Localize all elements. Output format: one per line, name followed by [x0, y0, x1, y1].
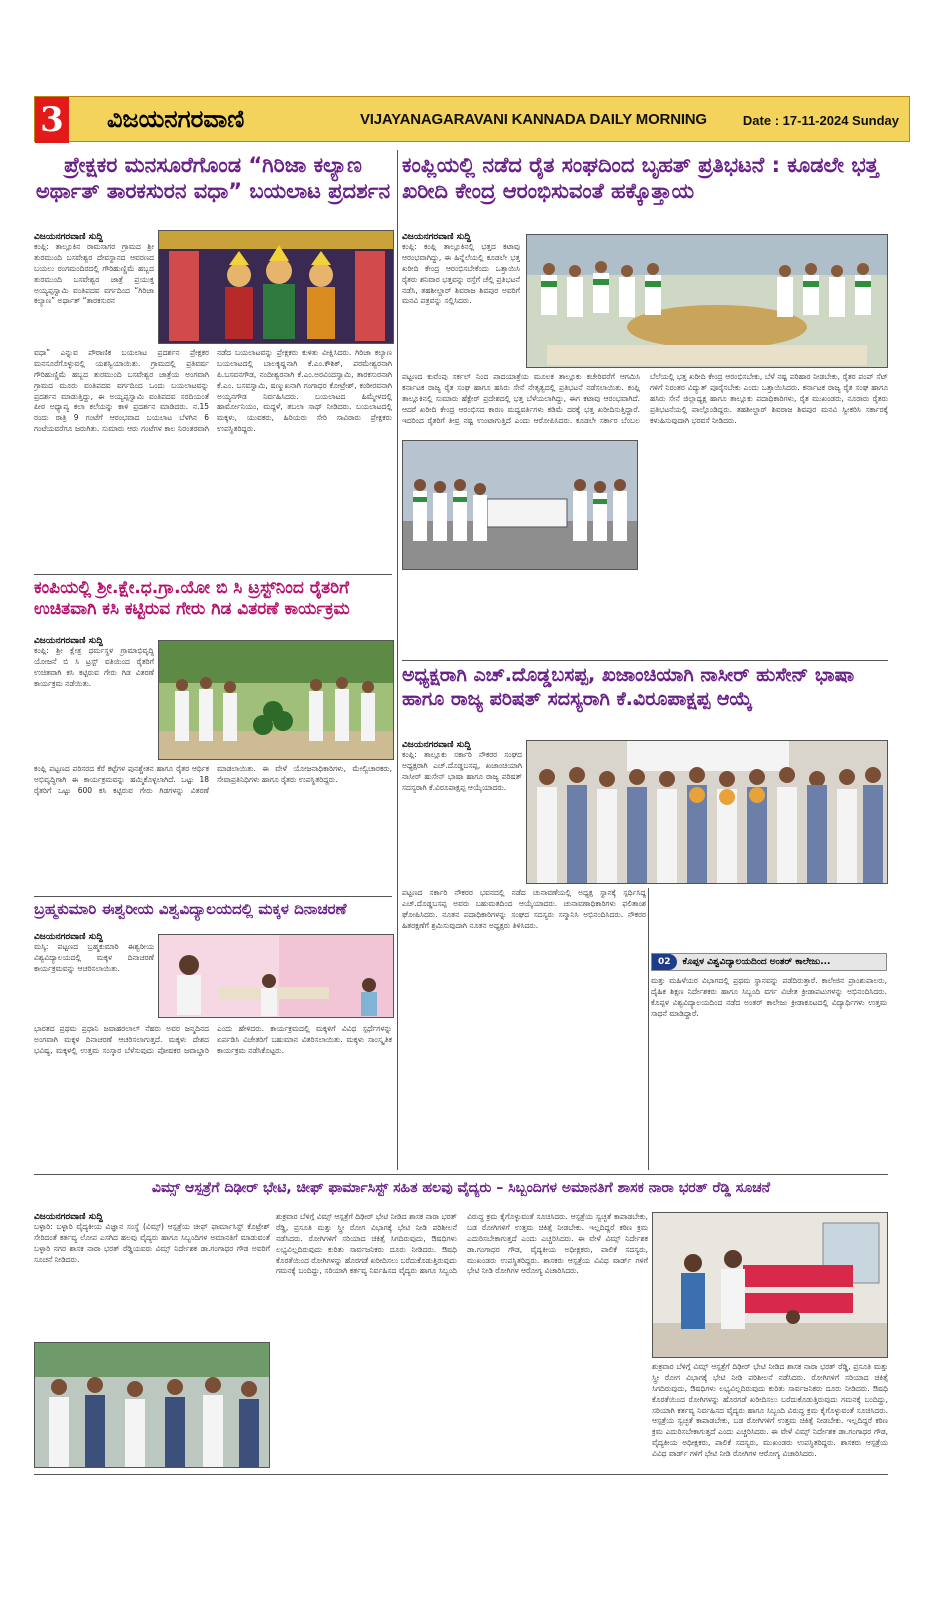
continuation-title: ಕೊಪ್ಪಳ ವಿಶ್ವವಿದ್ಯಾಲಯದಿಂದ ಅಂತರ್ ಕಾಲೇಜು... [682, 957, 831, 967]
brahmakumari-byline: ವಿಜಯನಗರವಾಣಿ ಸುದ್ದಿ [34, 932, 103, 942]
continuation-tag [651, 953, 887, 971]
farmers-article-intro [402, 232, 520, 368]
koppal-body-main: ಮತ್ತು ಮಹಿಳೆಯರ ವಿಭಾಗದಲ್ಲಿ ಪ್ರಥಮ ಸ್ಥಾನವನ್ನು ಪಡೆದಿರುತ್ತಾರೆ. ಕಾಲೇಜಿನ ಪ್ರಾಂಶುಪಾಲರು, ದೈಹಿಕ ಶಿಕ್ಷಣ ನಿರ್ದೇಶಕರು ಹಾಗೂ ಸಿಬ್ಬಂದಿ ವರ್ಗ ವಿಜೇತ ಕ್ರೀಡಾಪಟುಗಳನ್ನು ಅಭಿನಂದಿಸಿದರು. ಕೊಪ್ಪಳ ವಿಶ್ವವಿದ್ಯಾಲಯದಿಂದ ನಡೆದ ಅಂತರ್ ಕಾಲೇಜು ಕ್ರೀಡಾಕೂಟದಲ್ಲಿ ವಿದ್ಯಾರ್ಥಿಗಳು ಉತ್ತಮ ಸಾಧನೆ ಮಾಡಿದ್ದಾರೆ. [651, 976, 887, 1018]
newspaper-name-english: VIJAYANAGARAVANI KANNADA DAILY MORNING [360, 111, 707, 128]
hospital-visit-photo [34, 1342, 270, 1468]
saplings-body-main: ಕಂಪ್ಲಿ ಪಟ್ಟಣದ ಪರಿಸರದ ಕೆರೆ ಕಟ್ಟೆಗಳ ಪುನಶ್ಚೇತನ ಹಾಗೂ ರೈತರ ಆರ್ಥಿಕ ಅಭಿವೃದ್ಧಿಗಾಗಿ ಈ ಕಾರ್ಯಕ್ರಮವನ್ನು ಹಮ್ಮಿಕೊಳ್ಳಲಾಗಿದೆ. ಒಟ್ಟು 18 ರೈತರಿಗೆ ಒಟ್ಟು 600 ಕಸಿ ಕಟ್ಟಿರುವ ಗೇರು ಗಿಡಗಳನ್ನು ವಿತರಣೆ ಮಾಡಲಾಯಿತು. ಈ ವೇಳೆ ಯೋಜನಾಧಿಕಾರಿಗಳು, ಮೇಲ್ವಿಚಾರಕರು, ಸೇವಾಪ್ರತಿನಿಧಿಗಳು ಹಾಗೂ ರೈತರು ಉಪಸ್ಥಿತರಿದ್ದರು. [34, 764, 392, 795]
column-divider [648, 888, 649, 1170]
farmers-body-main: ಪಟ್ಟಣದ ಕುವೆಂಪು ಸರ್ಕಲ್ ನಿಂದ ಪಾದಯಾತ್ರೆಯ ಮೂಲಕ ತಾಲ್ಲೂಕು ಕಚೇರಿವರೆಗೆ ಆಗಮಿಸಿ ಕರ್ನಾಟಕ ರಾಜ್ಯ ರೈತ ಸಂಘ ಹಾಗೂ ಹಸಿರು ಸೇನೆ ನೇತೃತ್ವದಲ್ಲಿ ಪ್ರತಿಭಟನೆ ನಡೆಸಲಾಯಿತು. ಕಂಪ್ಲಿ ತಾಲ್ಲೂಕಿನಲ್ಲಿ ಸುಮಾರು ಹೆಕ್ಟೇರ್ ಪ್ರದೇಶದಲ್ಲಿ ಭತ್ತ ಬೆಳೆಯಲಾಗಿದ್ದು, ಈಗ ಕಟಾವು ಆರಂಭವಾಗಿದೆ. ಆದರೆ ಖರೀದಿ ಕೇಂದ್ರ ಆರಂಭಿಸದ ಕಾರಣ ಮಧ್ಯವರ್ತಿಗಳು ಕಡಿಮೆ ದರಕ್ಕೆ ಭತ್ತ ಖರೀದಿಸುತ್ತಿದ್ದಾರೆ. ಇದರಿಂದ ರೈತರಿಗೆ ತೀವ್ರ ನಷ್ಟ ಉಂಟಾಗುತ್ತಿದೆ ಎಂದು ಆರೋಪಿಸಿದರು. ಕೂಡಲೇ ಸರ್ಕಾರ ಬೆಂಬಲ ಬೆಲೆಯಲ್ಲಿ ಭತ್ತ ಖರೀದಿ ಕೇಂದ್ರ ಆರಂಭಿಸಬೇಕು, ಬೆಳೆ ನಷ್ಟ ಪರಿಹಾರ ನೀಡಬೇಕು, ರೈತರ ಪಂಪ್ ಸೆಟ್ ಗಳಿಗೆ ನಿರಂತರ ವಿದ್ಯುತ್ ಪೂರೈಸಬೇಕು ಎಂದು ಒತ್ತಾಯಿಸಿದರು. ಕರ್ನಾಟಕ ರಾಜ್ಯ ರೈತ ಸಂಘ ಹಾಗೂ ಹಸಿರು ಸೇನೆ ಜಿಲ್ಲಾಧ್ಯಕ್ಷ ಹಾಗೂ ತಾಲ್ಲೂಕು ಪದಾಧಿಕಾರಿಗಳು, ರೈತ ಮುಖಂಡರು, ನೂರಾರು ರೈತರು ಪ್ರತಿಭಟನೆಯಲ್ಲಿ ಪಾಲ್ಗೊಂಡಿದ್ದರು. ತಹಶೀಲ್ದಾರ್ ಶಿವರಾಜ ಶಿವಪುರ ಮನವಿ ಸ್ವೀಕರಿಸಿ ಸರ್ಕಾರಕ್ಕೆ ಕಳುಹಿಸುವುದಾಗಿ ಭರವಸೆ ನೀಡಿದರು. [402, 372, 888, 425]
association-body-intro: ಕಂಪ್ಲಿ: ತಾಲ್ಲೂಕು ಸರ್ಕಾರಿ ನೌಕರರ ಸಂಘದ ಅಧ್ಯಕ್ಷರಾಗಿ ಎಚ್.ದೊಡ್ಡಬಸಪ್ಪ, ಖಜಾಂಚಿಯಾಗಿ ನಾಸೀರ್ ಹುಸೇನ್ ಭಾಷಾ ಹಾಗೂ ರಾಜ್ಯ ಪರಿಷತ್ ಸದಸ್ಯರಾಗಿ ಕೆ.ವಿರೂಪಾಕ್ಷಪ್ಪ ಆಯ್ಕೆಯಾದರು. [402, 750, 522, 792]
rally-illustration [403, 441, 638, 570]
brahmakumari-article-intro [34, 932, 154, 1022]
issue-date: Date : 17-11-2024 Sunday [742, 113, 899, 128]
hospital-headline: ವಿಮ್ಸ್ ಆಸ್ಪತ್ರೆಗೆ ದಿಢೀರ್ ಭೇಟಿ, ಚೀಫ್ ಫಾರ್ಮಾಸಿಸ್ಟ್ ಸಹಿತ ಹಲವು ವೈದ್ಯರು – ಸಿಬ್ಬಂದಿಗಳ ಅಮಾನತಿಗೆ ಶಾಸಕ ನಾರಾ ಭರತ್ ರೆಡ್ಡಿ ಸೂಚನೆ [151, 1180, 771, 1196]
association-body-main: ಪಟ್ಟಣದ ಸರ್ಕಾರಿ ನೌಕರರ ಭವನದಲ್ಲಿ ನಡೆದ ಚುನಾವಣೆಯಲ್ಲಿ ಅಧ್ಯಕ್ಷ ಸ್ಥಾನಕ್ಕೆ ಸ್ಪರ್ಧಿಸಿದ್ದ ಎಚ್.ದೊಡ್ಡಬಸಪ್ಪ ಅವರು ಬಹುಮತದಿಂದ ಆಯ್ಕೆಯಾದರು. ಚುನಾವಣಾಧಿಕಾರಿಗಳು ಫಲಿತಾಂಶ ಘೋಷಿಸಿದರು. ನೂತನ ಪದಾಧಿಕಾರಿಗಳನ್ನು ಸಂಘದ ಸದಸ್ಯರು ಸನ್ಮಾನಿಸಿ ಅಭಿನಂದಿಸಿದರು. ನೌಕರರ ಹಿತರಕ್ಷಣೆಗೆ ಶ್ರಮಿಸುವುದಾಗಿ ನೂತನ ಅಧ್ಯಕ್ಷರು ತಿಳಿಸಿದರು. [402, 888, 646, 930]
girija-headline: ಪ್ರೇಕ್ಷಕರ ಮನಸೂರೆಗೊಂಡ “ಗಿರಿಜಾ ಕಲ್ಯಾಣ ಅರ್ಥಾತ್ ತಾರಕಸುರನ ವಧಾ” ಬಯಲಾಟ ಪ್ರದರ್ಶನ [35, 153, 391, 204]
event-illustration [159, 935, 394, 1018]
girija-body-intro: ಕಂಪ್ಲಿ: ತಾಲ್ಲೂಕಿನ ರಾಮಸಾಗರ ಗ್ರಾಮದ ಶ್ರೀ ತುರಮುಂದಿ ಬಸವೇಶ್ವರ ದೇವಸ್ಥಾನದ ಆವರಣದ ಬಯಲು ರಂಗಮಂದಿರದಲ್ಲಿ ಗೌರಿಹುಣ್ಣಿಮೆ ಹಬ್ಬದ ತುರಮುಂದಿ ಬಸವೇಶ್ವರ ಜಾತ್ರೆ ಪ್ರಯುಕ್ತ ಅಯ್ಯಪ್ಪಸ್ವಾಮಿ ವಂತಿಪದವ ವರ್ಗದಿಂದ “ಗಿರಿಜಾ ಕಲ್ಯಾಣ” ಅರ್ಥಾತ್ “ತಾರಕಸುರನ [34, 242, 154, 306]
farmers-byline: ವಿಜಯನಗರವಾಣಿ ಸುದ್ದಿ [402, 232, 471, 242]
newspaper-name-kannada: ವಿಜಯನಗರವಾಣಿ [107, 105, 245, 133]
hospital-body-intro: ಬಳ್ಳಾರಿ: ಬಳ್ಳಾರಿ ವೈದ್ಯಕೀಯ ವಿಜ್ಞಾನ ಸಂಸ್ಥೆ (ವಿಮ್ಸ್) ಆಸ್ಪತ್ರೆಯ ಚೀಫ್ ಫಾರ್ಮಾಸಿಸ್ಟ್ ಕೊಟ್ರೇಶ್ ಸೇರಿದಂತೆ ಕರ್ತವ್ಯ ಲೋಪ ಎಸಗಿದ ಹಲವು ವೈದ್ಯರು ಹಾಗೂ ಸಿಬ್ಬಂದಿಗಳ ಅಮಾನತಿಗೆ ಮಾಡುವಂತೆ ಬಳ್ಳಾರಿ ನಗರ ಶಾಸಕ ನಾರಾ ಭರತ್ ರೆಡ್ಡಿಯವರು ವಿಮ್ಸ್ ನಿರ್ದೇಶಕ ಡಾ.ಗಂಗಾಧರ ಗೌಡ ಅವರಿಗೆ ಸೂಚನೆ ನೀಡಿದರು. [34, 1222, 270, 1264]
page-number: 3 [35, 97, 69, 143]
hospital-ward-photo [652, 1212, 888, 1358]
visit-illustration [35, 1343, 270, 1468]
saplings-article-intro [34, 636, 154, 760]
hospital-article-intro [34, 1212, 270, 1340]
saplings-byline: ವಿಜಯನಗರವಾಣಿ ಸುದ್ದಿ [34, 636, 103, 646]
saplings-body-intro: ಕಂಪ್ಲಿ: ಶ್ರೀ ಕ್ಷೇತ್ರ ಧರ್ಮಸ್ಥಳ ಗ್ರಾಮಾಭಿವೃದ್ಧಿ ಯೋಜನೆ ಬಿ ಸಿ ಟ್ರಸ್ಟ್ ವತಿಯಿಂದ ರೈತರಿಗೆ ಉಚಿತವಾಗಿ ಕಸಿ ಕಟ್ಟಿರುವ ಗೇರು ಗಿಡ ವಿತರಣೆ ಕಾರ್ಯಕ್ರಮ ನಡೆಯಿತು. [34, 646, 154, 688]
section-divider [34, 1174, 888, 1175]
farmers-sit-in-photo [526, 234, 888, 368]
continuation-number: 02 [652, 954, 677, 970]
association-byline: ವಿಜಯನಗರವಾಣಿ ಸುದ್ದಿ [402, 740, 471, 750]
saplings-distribution-photo [158, 640, 394, 760]
farmers-body-intro: ಕಂಪ್ಲಿ: ಕಂಪ್ಲಿ ತಾಲ್ಲೂಕಿನಲ್ಲಿ ಭತ್ತದ ಕಟಾವು ಆರಂಭವಾಗಿದ್ದು, ಈ ಹಿನ್ನೆಲೆಯಲ್ಲಿ ಕೂಡಲೇ ಭತ್ತ ಖರೀದಿ ಕೇಂದ್ರ ಆರಂಭಿಸಬೇಕೆಂದು ಒತ್ತಾಯಿಸಿ ರೈತರು ಶನಿವಾರ ಭತ್ತವನ್ನು ರಸ್ತೆಗೆ ಚೆಲ್ಲಿ ಪ್ರತಿಭಟನೆ ನಡೆಸಿ, ತಹಶೀಲ್ದಾರ್ ಶಿವರಾಜ ಶಿವಪುರ ಅವರಿಗೆ ಮನವಿ ಪತ್ರವನ್ನು ಸಲ್ಲಿಸಿದರು. [402, 242, 520, 306]
section-divider [402, 660, 888, 661]
ward-illustration [653, 1213, 888, 1358]
association-headline: ಅಧ್ಯಕ್ಷರಾಗಿ ಎಚ್.ದೊಡ್ಡಬಸಪ್ಪ, ಖಜಾಂಚಿಯಾಗಿ ನಾಸೀರ್ ಹುಸೇನ್ ಭಾಷಾ ಹಾಗೂ ರಾಜ್ಯ ಪರಿಷತ್ ಸದಸ್ಯರಾಗಿ ಕೆ.ವಿರೂಪಾಕ್ಷಪ್ಪ ಆಯ್ಕೆ [402, 664, 855, 710]
brahmakumari-body-intro: ಮಸ್ಕಿ: ಪಟ್ಟಣದ ಬ್ರಹ್ಮಕುಮಾರಿ ಈಶ್ವರೀಯ ವಿಶ್ವವಿದ್ಯಾಲಯದಲ್ಲಿ ಮಕ್ಕಳ ದಿನಾಚರಣೆ ಕಾರ್ಯಕ್ರಮವನ್ನು ಆಚರಿಸಲಾಯಿತು. [34, 942, 154, 973]
girija-byline: ವಿಜಯನಗರವಾಣಿ ಸುದ್ದಿ [34, 232, 103, 242]
sapling-illustration [159, 641, 394, 760]
brahmakumari-headline: ಬ್ರಹ್ಮಕುಮಾರಿ ಈಶ್ವರೀಯ ವಿಶ್ವವಿದ್ಯಾಲಯದಲ್ಲಿ ಮಕ್ಕಳ ದಿನಾಚರಣೆ [34, 900, 347, 918]
page-bottom-rule [34, 1474, 888, 1475]
protest-illustration [527, 235, 888, 368]
section-divider [34, 896, 392, 897]
hospital-byline: ವಿಜಯನಗರವಾಣಿ ಸುದ್ದಿ [34, 1212, 103, 1222]
brahmakumari-body-main: ಭಾರತದ ಪ್ರಥಮ ಪ್ರಧಾನಿ ಜವಾಹರಲಾಲ್ ನೆಹರು ಅವರ ಜನ್ಮದಿನದ ಅಂಗವಾಗಿ ಮಕ್ಕಳ ದಿನಾಚರಣೆ ಆಚರಿಸಲಾಗುತ್ತದೆ. ಮಕ್ಕಳು ದೇಶದ ಭವಿಷ್ಯ, ಮಕ್ಕಳಲ್ಲಿ ಉತ್ತಮ ಸಂಸ್ಕಾರ ಬೆಳೆಸುವುದು ಪೋಷಕರ ಜವಾಬ್ದಾರಿ ಎಂದು ಹೇಳಿದರು. ಕಾರ್ಯಕ್ರಮದಲ್ಲಿ ಮಕ್ಕಳಿಗೆ ವಿವಿಧ ಸ್ಪರ್ಧೆಗಳನ್ನು ಏರ್ಪಡಿಸಿ ವಿಜೇತರಿಗೆ ಬಹುಮಾನ ವಿತರಿಸಲಾಯಿತು. ಮಕ್ಕಳು ಸಾಂಸ್ಕೃತಿಕ ಕಾರ್ಯಕ್ರಮ ನಡೆಸಿಕೊಟ್ಟರು. [34, 1024, 392, 1055]
hospital-body-side: ಶುಕ್ರವಾರ ಬೆಳಿಗ್ಗೆ ವಿಮ್ಸ್ ಆಸ್ಪತ್ರೆಗೆ ದಿಢೀರ್ ಭೇಟಿ ನೀಡಿದ ಶಾಸಕ ನಾರಾ ಭರತ್ ರೆಡ್ಡಿ, ಪ್ರಸೂತಿ ಮತ್ತು ಸ್ತ್ರೀ ರೋಗ ವಿಭಾಗಕ್ಕೆ ಭೇಟಿ ನೀಡಿ ಪರಿಶೀಲನೆ ನಡೆಸಿದರು. ರೋಗಿಗಳಿಗೆ ಸರಿಯಾದ ಚಿಕಿತ್ಸೆ ಸಿಗದಿರುವುದು, ಔಷಧಿಗಳು ಲಭ್ಯವಿಲ್ಲದಿರುವುದು ಕುರಿತು ಸಾರ್ವಜನಿಕರು ದೂರು ನೀಡಿದರು. ಔಷಧಿ ಕೊರತೆಯಿಂದ ರೋಗಿಗಳನ್ನು ಹೊರಗಡೆ ಖರೀದಿಸಲು ಬರೆದುಕೊಡುತ್ತಿರುವುದು ಗಮನಕ್ಕೆ ಬಂದಿದ್ದು, ಸರಿಯಾಗಿ ಕರ್ತವ್ಯ ನಿರ್ವಹಿಸದ ವೈದ್ಯರು ಹಾಗೂ ಸಿಬ್ಬಂದಿ ವಿರುದ್ಧ ಕ್ರಮ ಕೈಗೊಳ್ಳುವಂತೆ ಸೂಚಿಸಿದರು. ಆಸ್ಪತ್ರೆಯ ಸ್ವಚ್ಛತೆ ಕಾಪಾಡಬೇಕು, ಬಡ ರೋಗಿಗಳಿಗೆ ಉತ್ತಮ ಚಿಕಿತ್ಸೆ ನೀಡಬೇಕು. ಇಲ್ಲದಿದ್ದರೆ ಕಠಿಣ ಕ್ರಮ ಎದುರಿಸಬೇಕಾಗುತ್ತದೆ ಎಂದು ಎಚ್ಚರಿಸಿದರು. ಈ ವೇಳೆ ವಿಮ್ಸ್ ನಿರ್ದೇಶಕ ಡಾ.ಗಂಗಾಧರ ಗೌಡ, ವೈದ್ಯಕೀಯ ಅಧೀಕ್ಷಕರು, ಪಾಲಿಕೆ ಸದಸ್ಯರು, ಮುಖಂಡರು ಉಪಸ್ಥಿತರಿದ್ದರು. ಶಾಸಕರು ಆಸ್ಪತ್ರೆಯ ವಿವಿಧ ವಾರ್ಡ್ ಗಳಿಗೆ ಭೇಟಿ ನೀಡಿ ರೋಗಿಗಳ ಆರೋಗ್ಯ ವಿಚಾರಿಸಿದರು. [652, 1362, 888, 1458]
brahmakumari-event-photo [158, 934, 394, 1018]
group-illustration [527, 741, 888, 884]
association-group-photo [526, 740, 888, 884]
saplings-headline: ಕಂಪಿಯಲ್ಲಿ ಶ್ರೀ.ಕ್ಷೇ.ಧ.ಗ್ರಾ.ಯೋ ಬಿ ಸಿ ಟ್ರಸ್ಟ್‌ನಿಂದ ರೈತರಿಗೆ ಉಚಿತವಾಗಿ ಕಸಿ ಕಟ್ಟಿರುವ ಗೇರು ಗಿಡ ವಿತರಣೆ ಕಾರ್ಯಕ್ರಮ [34, 578, 350, 620]
performers-illustration [159, 231, 394, 344]
column-divider [397, 150, 398, 1170]
girija-body-main: ವಧಾ” ಎನ್ನುವ ಪೌರಾಣಿಕ ಬಯಲಾಟ ಪ್ರದರ್ಶನ ಪ್ರೇಕ್ಷಕರ ಮನಸೂರೆಗೊಳ್ಳುವಲ್ಲಿ ಯಶಸ್ವಿಯಾಯಿತು. ಗ್ರಾಮದಲ್ಲಿ ಪ್ರತಿವರ್ಷ ಗೌರಿಹುಣ್ಣಿಮೆ ಹಬ್ಬದ ತುರಮುಂದಿ ಬಸವೇಶ್ವರ ಜಾತ್ರೆಯ ಅಂಗವಾಗಿ ಗ್ರಾಮದ ಮೂರು ವಂತಿಪದವ ವರ್ಗದಿಂದ ಒಂದು ಬಯಲಾಟವನ್ನು ಪ್ರದರ್ಶನ ಮಾಡುತ್ತಿದ್ದು, ಈ ಅಯ್ಯಪ್ಪಸ್ವಾಮಿ ವಂತಿಪದವ ಸರದಿಯಂತೆ ಪೀಠ ಅಧ್ಯಾಪ್ಯ ಕಲಾ ಕಲೆಯನ್ನು ಕಾಳಿ ಪ್ರದರ್ಶನ ಮಾಡಿದರು. ನ.15 ರಂದು ರಾತ್ರಿ 9 ಗಂಟೆಗೆ ಆರಂಭವಾದ ಬಯಲಾಟ ಬೆಳಗಿನ 6 ಗಂಟೆಯವರೆಗೂ ಜರುಗಿತು. ಸುಮಾರು ಆರು ಗಂಟೆಗಳ ಕಾಲ ನಿರಂತರವಾಗಿ ನಡೆದ ಬಯಲಾಟವನ್ನು ಪ್ರೇಕ್ಷಕರು ಕುಳಿತು ವೀಕ್ಷಿಸಿದರು. ಗಿರಿಜಾ ಕಲ್ಯಾಣ ಬಯಲಾಟದಲ್ಲಿ ಬಾಲಕೃಷ್ಣನಾಗಿ ಕೆ.ಎಂ.ಕೌಶಿಕ್, ಪರಮೇಶ್ವರನಾಗಿ ಪಿ.ಬಸವನಗೌಡ, ನಂದೀಶ್ವರನಾಗಿ ಕೆ.ಎಂ.ಅರವಿಂದಸ್ವಾಮಿ, ತಾರಕಸುರನಾಗಿ ಕೆ.ಎಂ. ಬಸವಸ್ವಾಮಿ, ಷಣ್ಮುಖನಾಗಿ ಗಂಗಾಧರ ಕೋಟ್ರೇಶ್, ಕಂಠೀರವನಾಗಿ ಅಯ್ಯನಗೌಡ ನಿರ್ವಹಿಸಿದರು. ಬಯಲಾಟದ ಹಿಮ್ಮೇಳದಲ್ಲಿ ಹಾರ್ಮೋನಿಯಂ, ಮದ್ದಳೆ, ತಬಲಾ ಸಾಥ್ ನೀಡಿದರು. ಬಯಲಾಟದಲ್ಲಿ ಮಕ್ಕಳು, ಯುವಕರು, ಹಿರಿಯರು ಸೇರಿ ಸಾವಿರಾರು ಪ್ರೇಕ್ಷಕರು ಉಪಸ್ಥಿತರಿದ್ದರು. [34, 348, 392, 434]
association-article-intro [402, 740, 522, 884]
girija-stage-photo [158, 230, 394, 344]
hospital-body-main: ಶುಕ್ರವಾರ ಬೆಳಿಗ್ಗೆ ವಿಮ್ಸ್ ಆಸ್ಪತ್ರೆಗೆ ದಿಢೀರ್ ಭೇಟಿ ನೀಡಿದ ಶಾಸಕ ನಾರಾ ಭರತ್ ರೆಡ್ಡಿ, ಪ್ರಸೂತಿ ಮತ್ತು ಸ್ತ್ರೀ ರೋಗ ವಿಭಾಗಕ್ಕೆ ಭೇಟಿ ನೀಡಿ ಪರಿಶೀಲನೆ ನಡೆಸಿದರು. ರೋಗಿಗಳಿಗೆ ಸರಿಯಾದ ಚಿಕಿತ್ಸೆ ಸಿಗದಿರುವುದು, ಔಷಧಿಗಳು ಲಭ್ಯವಿಲ್ಲದಿರುವುದು ಕುರಿತು ಸಾರ್ವಜನಿಕರು ದೂರು ನೀಡಿದರು. ಔಷಧಿ ಕೊರತೆಯಿಂದ ರೋಗಿಗಳನ್ನು ಹೊರಗಡೆ ಖರೀದಿಸಲು ಬರೆದುಕೊಡುತ್ತಿರುವುದು ಗಮನಕ್ಕೆ ಬಂದಿದ್ದು, ಸರಿಯಾಗಿ ಕರ್ತವ್ಯ ನಿರ್ವಹಿಸದ ವೈದ್ಯರು ಹಾಗೂ ಸಿಬ್ಬಂದಿ ವಿರುದ್ಧ ಕ್ರಮ ಕೈಗೊಳ್ಳುವಂತೆ ಸೂಚಿಸಿದರು. ಆಸ್ಪತ್ರೆಯ ಸ್ವಚ್ಛತೆ ಕಾಪಾಡಬೇಕು, ಬಡ ರೋಗಿಗಳಿಗೆ ಉತ್ತಮ ಚಿಕಿತ್ಸೆ ನೀಡಬೇಕು. ಇಲ್ಲದಿದ್ದರೆ ಕಠಿಣ ಕ್ರಮ ಎದುರಿಸಬೇಕಾಗುತ್ತದೆ ಎಂದು ಎಚ್ಚರಿಸಿದರು. ಈ ವೇಳೆ ವಿಮ್ಸ್ ನಿರ್ದೇಶಕ ಡಾ.ಗಂಗಾಧರ ಗೌಡ, ವೈದ್ಯಕೀಯ ಅಧೀಕ್ಷಕರು, ಪಾಲಿಕೆ ಸದಸ್ಯರು, ಮುಖಂಡರು ಉಪಸ್ಥಿತರಿದ್ದರು. ಶಾಸಕರು ಆಸ್ಪತ್ರೆಯ ವಿವಿಧ ವಾರ್ಡ್ ಗಳಿಗೆ ಭೇಟಿ ನೀಡಿ ರೋಗಿಗಳ ಆರೋಗ್ಯ ವಿಚಾರಿಸಿದರು. [276, 1212, 648, 1276]
farmers-headline: ಕಂಪ್ಲಿಯಲ್ಲಿ ನಡೆದ ರೈತ ಸಂಘದಿಂದ ಬೃಹತ್ ಪ್ರತಿಭಟನೆ : ಕೂಡಲೇ ಭತ್ತ ಖರೀದಿ ಕೇಂದ್ರ ಆರಂಭಿಸುವಂತೆ ಹಕ್ಕೊತ್ತಾಯ [402, 153, 879, 204]
section-divider [34, 574, 392, 575]
girija-article-intro [34, 232, 154, 344]
masthead [34, 96, 910, 142]
farmers-rally-photo [402, 440, 638, 570]
